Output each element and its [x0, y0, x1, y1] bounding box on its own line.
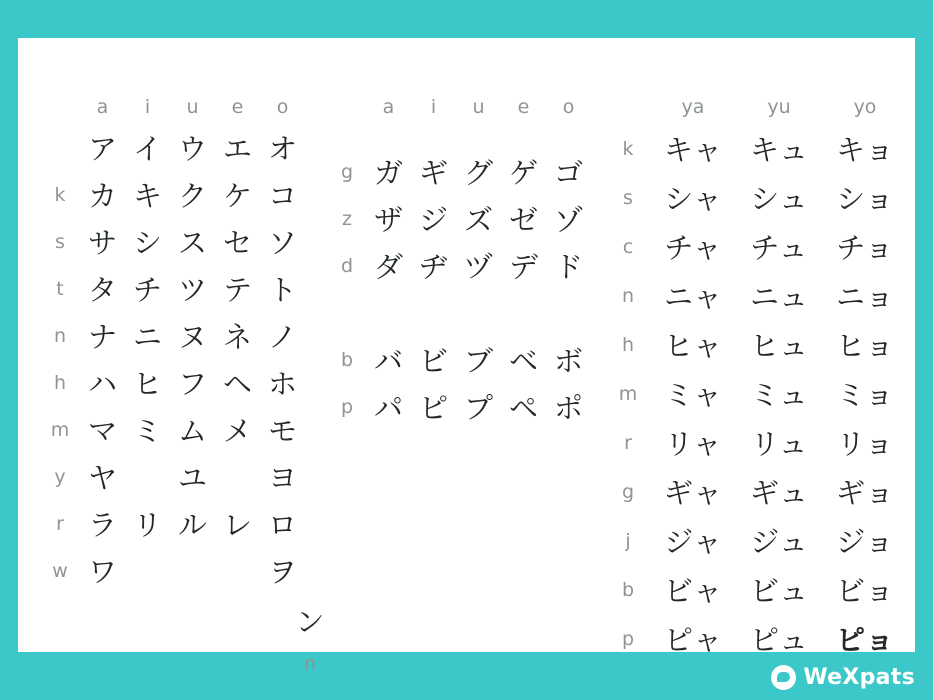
kana-cell: ヨ — [267, 461, 297, 495]
kana-cell: バ — [373, 344, 403, 378]
kana-cell — [215, 453, 260, 500]
kana-cell — [215, 547, 260, 594]
kana-cell — [411, 289, 456, 336]
kana-cell: チョ — [836, 231, 894, 265]
table-row — [606, 173, 908, 222]
table-row — [606, 516, 908, 565]
kana-cell: ギュ — [749, 476, 808, 510]
kana-cell: ビュ — [749, 574, 808, 608]
kana-cell: キャ — [663, 133, 722, 167]
column-header: e — [231, 96, 244, 118]
kana-cell: ニュ — [749, 280, 808, 314]
kana-cell: ペ — [508, 391, 538, 425]
table-row — [40, 218, 305, 265]
kana-cell: テ — [222, 273, 252, 307]
kana-cell: リョ — [836, 427, 894, 461]
kana-cell: グ — [463, 156, 493, 190]
chart-card — [18, 38, 915, 675]
kana-cell: デ — [508, 250, 538, 284]
kana-cell: ピ — [418, 391, 448, 425]
kana-cell: ワ — [87, 555, 117, 589]
kana-cell: ギョ — [835, 476, 894, 510]
row-header — [40, 124, 80, 171]
table-row — [606, 320, 908, 369]
row-header: w — [52, 559, 68, 582]
kana-cell: セ — [222, 226, 252, 260]
column-header: yu — [767, 96, 791, 118]
kana-cell: サ — [87, 226, 117, 260]
table-row — [606, 271, 908, 320]
kana-cell: ゴ — [553, 156, 583, 190]
column-header: o — [562, 96, 575, 118]
table-row — [606, 418, 908, 467]
kana-cell: ク — [177, 179, 207, 213]
table-header-row — [328, 90, 591, 124]
kana-cell — [546, 289, 591, 336]
kana-cell: チュ — [750, 231, 808, 265]
kana-cell: エ — [222, 132, 252, 166]
kana-cell: ヒャ — [663, 329, 722, 363]
column-header: a — [382, 96, 395, 118]
kana-cell: ネ — [222, 320, 252, 354]
table-row — [606, 565, 908, 614]
kana-cell: メ — [222, 414, 252, 448]
row-header: y — [54, 465, 66, 488]
row-header: p — [621, 627, 635, 650]
kana-cell — [125, 453, 170, 500]
kana-cell: ゼ — [508, 203, 538, 237]
table-row — [328, 289, 591, 336]
row-header: b — [621, 578, 635, 601]
kana-cell: ダ — [373, 250, 403, 284]
kana-cell: ジョ — [836, 525, 894, 559]
kana-cell: ミュ — [750, 378, 808, 412]
kana-cell: オ — [267, 132, 297, 166]
kana-cell: ユ — [177, 461, 207, 495]
column-header: i — [144, 96, 151, 118]
kana-cell: ル — [177, 508, 207, 542]
kana-cell: ニ — [132, 320, 162, 354]
table-row — [40, 500, 305, 547]
kana-cell: キョ — [835, 133, 894, 167]
kana-cell: ザ — [373, 203, 403, 237]
kana-cell: ギャ — [663, 476, 722, 510]
kana-cell: ケ — [222, 179, 252, 213]
row-header: s — [55, 230, 65, 253]
kana-cell: ア — [87, 132, 117, 166]
corner-cell — [40, 90, 80, 124]
kana-cell: シャ — [664, 182, 722, 216]
kana-cell: ヒュ — [749, 329, 808, 363]
kana-cell: ブ — [463, 344, 493, 378]
kana-cell: ヂ — [418, 250, 448, 284]
row-header: h — [53, 371, 67, 394]
kana-cell: タ — [87, 273, 117, 307]
kana-cell: モ — [267, 414, 297, 448]
kana-cell: イ — [132, 132, 162, 166]
kana-cell: ヤ — [87, 461, 117, 495]
kana-cell: ウ — [177, 132, 207, 166]
kana-cell: シ — [132, 226, 162, 260]
kana-cell: ホ — [267, 367, 297, 401]
kana-cell: ポ — [553, 391, 583, 425]
kana-cell: ヅ — [463, 250, 493, 284]
table-row — [40, 124, 305, 171]
kana-cell: ピャ — [663, 623, 722, 657]
kana-cell: キュ — [749, 133, 808, 167]
column-header: e — [517, 96, 530, 118]
table-row — [328, 148, 591, 195]
kana-cell: ズ — [463, 203, 493, 237]
table-row — [40, 265, 305, 312]
kana-cell — [456, 289, 501, 336]
table-row — [40, 171, 305, 218]
katakana-dakuten-table — [328, 90, 591, 430]
row-header: s — [623, 186, 633, 209]
kana-cell: ナ — [87, 320, 117, 354]
kana-cell: ギ — [418, 156, 448, 190]
kana-cell: ベ — [508, 344, 538, 378]
table-row — [328, 242, 591, 289]
row-header: k — [622, 137, 634, 160]
kana-cell: シュ — [750, 182, 808, 216]
table-row — [606, 467, 908, 516]
kana-cell: ニャ — [663, 280, 722, 314]
brand-logo — [771, 665, 915, 690]
kana-cell: ツ — [177, 273, 207, 307]
kana-cell: ジャ — [664, 525, 722, 559]
standalone-romaji-n: n — [303, 653, 317, 675]
kana-cell: フ — [177, 367, 207, 401]
kana-cell: ソ — [267, 226, 297, 260]
table-row — [328, 336, 591, 383]
kana-cell: マ — [87, 414, 117, 448]
kana-cell: ジュ — [750, 525, 808, 559]
row-header: g — [621, 480, 635, 503]
table-row — [606, 124, 908, 173]
kana-cell: カ — [87, 179, 117, 213]
column-header: u — [472, 96, 485, 118]
kana-cell: ヒ — [132, 367, 162, 401]
kana-cell: ハ — [87, 367, 117, 401]
row-header: n — [53, 324, 67, 347]
kana-cell: ド — [553, 250, 583, 284]
table-header-row — [40, 90, 305, 124]
table-row — [40, 547, 305, 594]
column-header: yo — [853, 96, 877, 118]
kana-cell: リュ — [750, 427, 808, 461]
row-header: d — [340, 254, 354, 277]
column-header: o — [276, 96, 289, 118]
kana-cell: ノ — [267, 320, 297, 354]
table-row — [606, 614, 908, 663]
corner-cell — [606, 90, 650, 124]
kana-cell: コ — [267, 179, 297, 213]
row-header: z — [342, 207, 352, 230]
kana-cell: ヘ — [222, 367, 252, 401]
column-header: ya — [681, 96, 705, 118]
katakana-yoon-table — [606, 90, 908, 663]
kana-cell: ショ — [836, 182, 894, 216]
kana-cell: ボ — [553, 344, 583, 378]
kana-cell: ロ — [267, 508, 297, 542]
kana-cell: ジ — [418, 203, 448, 237]
kana-cell: リャ — [664, 427, 722, 461]
kana-cell: ヌ — [177, 320, 207, 354]
table-row — [40, 312, 305, 359]
kana-cell: ミャ — [664, 378, 722, 412]
kana-cell: ゲ — [508, 156, 538, 190]
kana-cell — [170, 547, 215, 594]
row-header: p — [340, 395, 354, 418]
row-header: t — [56, 277, 64, 300]
row-header: b — [340, 348, 354, 371]
kana-cell: ピョ — [835, 623, 894, 657]
katakana-basic-table — [40, 90, 305, 594]
row-header: h — [621, 333, 635, 356]
kana-cell: パ — [373, 391, 403, 425]
table-row — [40, 359, 305, 406]
row-header: c — [622, 235, 634, 258]
kana-cell: ミ — [132, 414, 162, 448]
kana-cell: ゾ — [553, 203, 583, 237]
kana-cell: ヒョ — [835, 329, 894, 363]
corner-cell — [328, 90, 366, 124]
kana-cell: プ — [463, 391, 493, 425]
katakana-chart — [18, 38, 915, 675]
column-header: i — [430, 96, 437, 118]
kana-cell: チ — [132, 273, 162, 307]
chat-bubble-icon — [771, 665, 796, 690]
kana-cell: ビ — [418, 344, 448, 378]
kana-cell: ム — [177, 414, 207, 448]
kana-cell — [501, 289, 546, 336]
kana-cell: ラ — [87, 508, 117, 542]
kana-cell: ニョ — [835, 280, 894, 314]
row-header: r — [624, 431, 632, 454]
table-row — [328, 195, 591, 242]
kana-cell: ピュ — [749, 623, 808, 657]
row-header: n — [621, 284, 635, 307]
spacer-row — [328, 124, 591, 148]
standalone-kana-n: ン — [295, 605, 325, 639]
kana-cell: ヲ — [267, 555, 297, 589]
kana-cell — [366, 289, 411, 336]
kana-cell: ミョ — [836, 378, 894, 412]
kana-cell: ビョ — [835, 574, 894, 608]
kana-cell: チャ — [664, 231, 722, 265]
kana-cell — [125, 547, 170, 594]
kana-cell: ガ — [373, 156, 403, 190]
row-header — [328, 289, 366, 336]
column-header: u — [186, 96, 199, 118]
row-header: k — [54, 183, 66, 206]
kana-cell: ビャ — [663, 574, 722, 608]
table-header-row — [606, 90, 908, 124]
table-row — [606, 369, 908, 418]
row-header: g — [340, 160, 354, 183]
row-header: j — [625, 529, 631, 552]
table-row — [328, 383, 591, 430]
row-header: m — [618, 382, 638, 405]
row-header: m — [50, 418, 70, 441]
kana-cell: ト — [267, 273, 297, 307]
kana-cell: レ — [222, 508, 252, 542]
table-row — [40, 406, 305, 453]
kana-cell: ス — [177, 226, 207, 260]
row-header: r — [56, 512, 64, 535]
kana-cell: リ — [132, 508, 162, 542]
brand-name: WeXpats — [803, 665, 915, 690]
table-row — [40, 453, 305, 500]
table-row — [606, 222, 908, 271]
column-header: a — [96, 96, 109, 118]
kana-cell: キ — [132, 179, 162, 213]
